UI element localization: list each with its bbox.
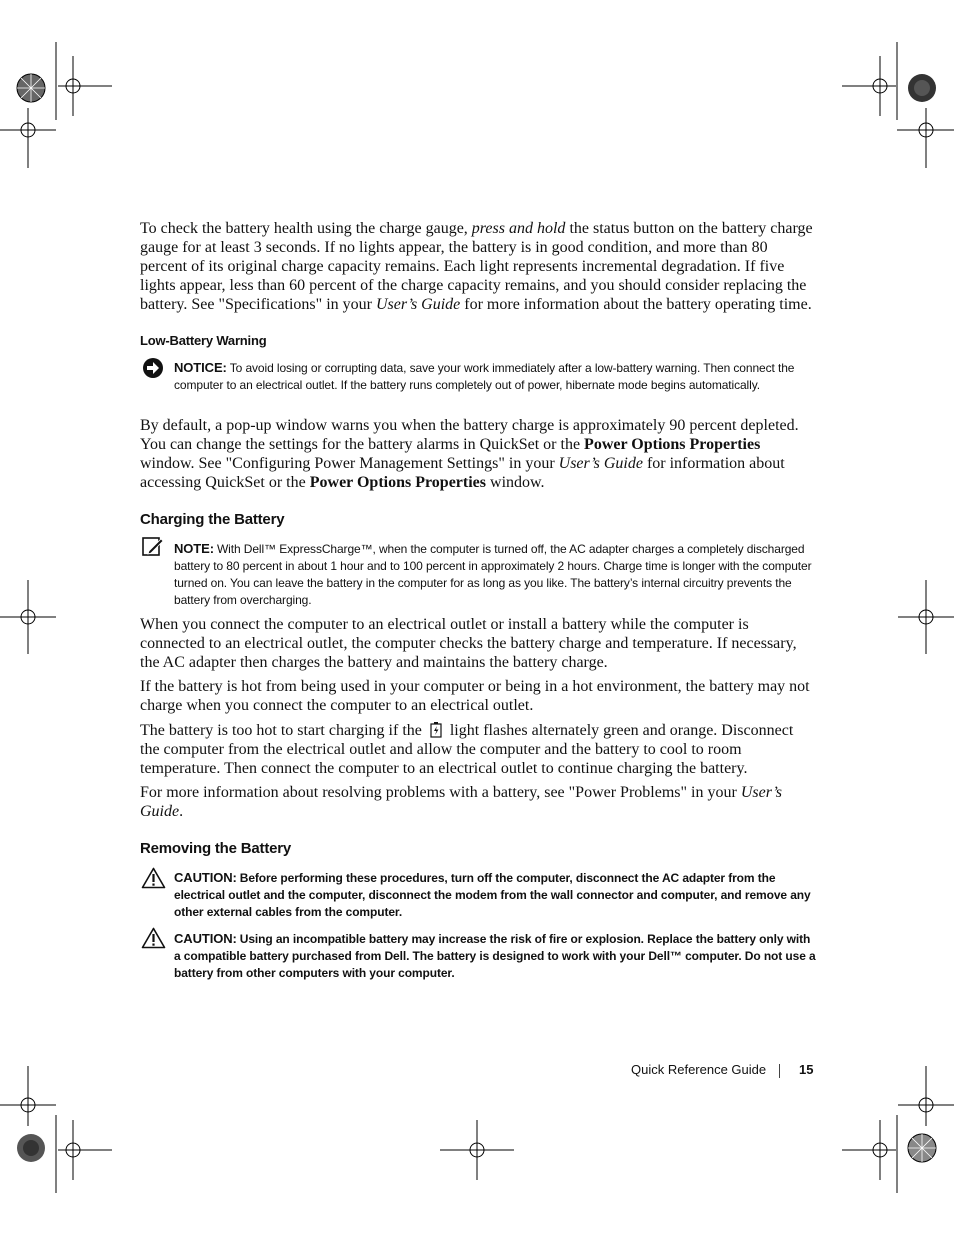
caution-label-2: CAUTION: — [174, 931, 237, 946]
notice-box — [174, 359, 816, 394]
note-label: NOTE: — [174, 541, 214, 556]
note-text: With Dell™ ExpressCharge™, when the computer is turned off, the AC adapter charges a completely discharged battery to 80 percent in about 1 hour and to 100 percent in approximately 2 hours. Charge time is longer with the computer turned on. You can leave the battery in the computer for as long as you like. The battery’s internal circuitry prevents the battery from overcharging. — [174, 542, 812, 607]
caution-triangle-icon — [141, 867, 166, 889]
charging-paragraph-1: When you connect the computer to an electrical outlet or install a battery while the computer is connected to an electrical outlet, the computer checks the battery charge and temperature. If necessary, the AC adapter then charges the battery and maintains the battery charge. — [140, 616, 797, 671]
caution-box-2 — [174, 930, 816, 982]
charging-paragraph-2: If the battery is hot from being used in your computer or being in a hot environment, the battery may not charge when you connect the computer to an electrical outlet. — [140, 678, 810, 714]
registration-mark-icon — [17, 1134, 45, 1162]
note-box — [174, 540, 816, 609]
notice-label: NOTICE: — [174, 360, 227, 375]
registration-mark-icon — [17, 74, 45, 102]
registration-mark-icon — [908, 1134, 936, 1162]
caution-label-1: CAUTION: — [174, 870, 237, 885]
notice-arrow-icon — [142, 357, 164, 379]
footer-guide-title: Quick Reference Guide — [631, 1062, 767, 1077]
charging-paragraph-4: For more information about resolving problems with a battery, see "Power Problems" in your User’s Guide. — [140, 784, 783, 820]
caution-triangle-icon — [141, 927, 166, 949]
caution-text-2: Using an incompatible battery may increase the risk of fire or explosion. Replace the battery only with a compatible battery purchased from Dell. The battery is designed to work with your Dell™ computer. Do not use a battery from other computers with your computer. — [174, 932, 816, 980]
intro-paragraph: To check the battery health using the charge gauge, press and hold the status button on the battery charge gauge for at least 3 seconds. If no lights appear, the battery is in good condition, and more than 80 percent of its original charge capacity remains. Each light represents incremental degradation. If five lights appear, less than 60 percent of the charge capacity remains, and you should consider replacing the battery. See "Specifications" in your User’s Guide for more information about the battery operating time. — [140, 220, 813, 313]
footer-separator — [779, 1064, 780, 1078]
low-battery-paragraph: By default, a pop-up window warns you when the battery charge is approximately 90 percent depleted. You can change the settings for the battery alarms in QuickSet or the Power Options Properties window. See "Configuring Power Management Settings" in your User’s Guide for information about accessing QuickSet or the Power Options Properties window. — [140, 417, 799, 491]
page-number: 15 — [799, 1062, 814, 1077]
low-battery-heading: Low-Battery Warning — [140, 333, 267, 348]
removing-heading: Removing the Battery — [140, 840, 292, 857]
battery-status-icon — [430, 722, 442, 738]
charging-paragraph-3: The battery is too hot to start charging if the light flashes alternately green and orange. Disconnect the computer from the electrical outlet and allow the computer and the battery to cool to room temperature. Then connect the computer to an electrical outlet to continue charging the battery. — [140, 722, 794, 777]
notice-text: To avoid losing or corrupting data, save your work immediately after a low-battery warning. Then connect the computer to an electrical outlet. If the battery runs completely out of power, hibernate mode begins automatically. — [174, 361, 795, 392]
registration-mark-icon — [908, 74, 936, 102]
caution-text-1: Before performing these procedures, turn off the computer, disconnect the AC adapter from the electrical outlet and the computer, disconnect the modem from the wall connector and computer, and remove any other external cables from the computer. — [174, 871, 811, 919]
charging-heading: Charging the Battery — [140, 511, 285, 528]
caution-box-1 — [174, 869, 816, 921]
note-pencil-icon — [142, 537, 164, 557]
